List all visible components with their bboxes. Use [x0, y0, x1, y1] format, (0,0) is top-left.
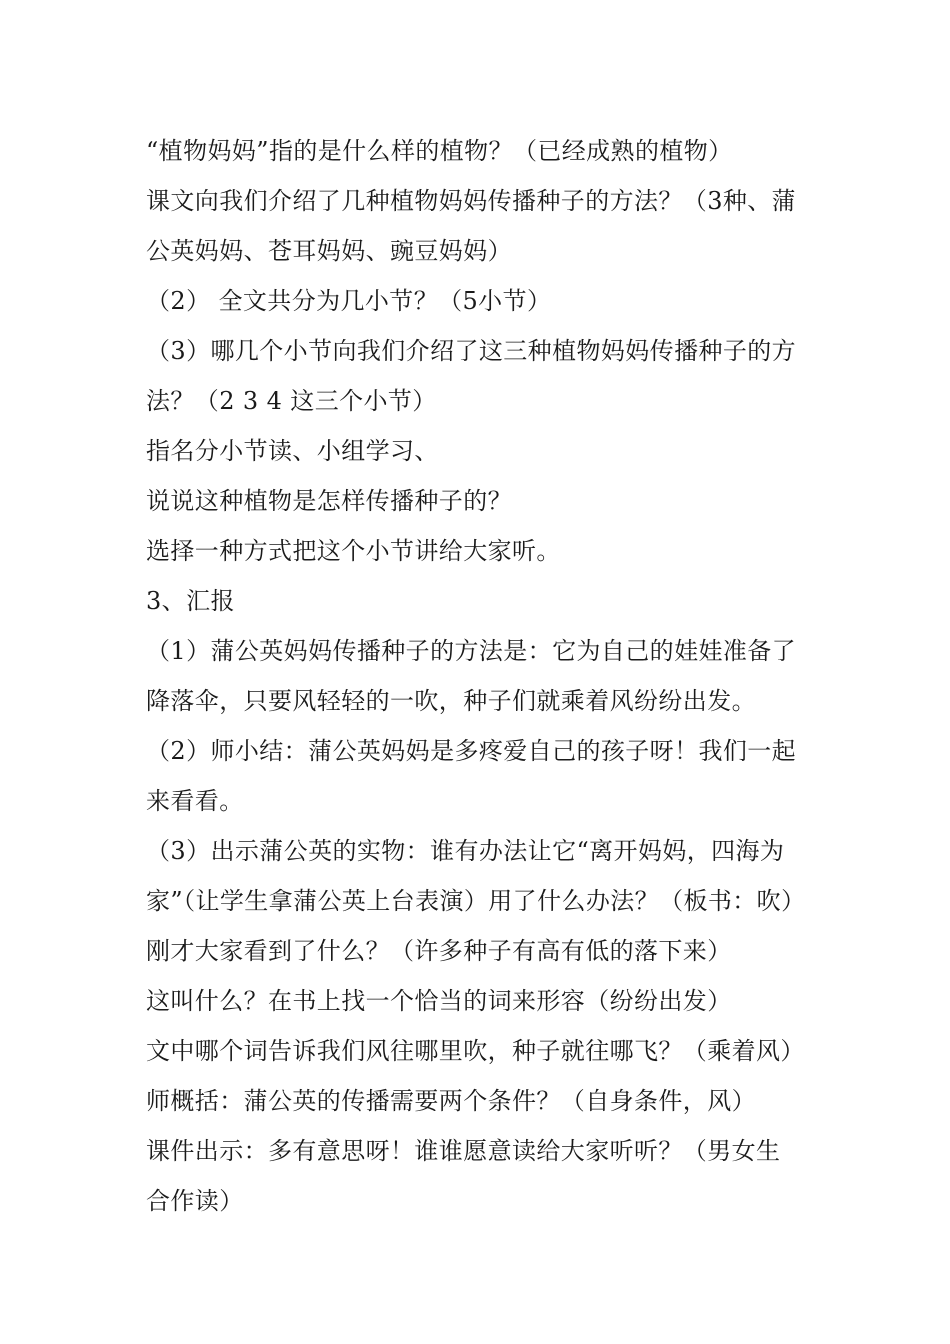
text-line: 法？（2 3 4 这三个小节）	[146, 387, 437, 415]
text-line: “植物妈妈”指的是什么样的植物？（已经成熟的植物）	[146, 137, 733, 165]
section-heading: 3、汇报	[146, 587, 235, 615]
text-line: 公英妈妈、苍耳妈妈、豌豆妈妈）	[146, 237, 512, 265]
text-line: （2）师小结：蒲公英妈妈是多疼爱自己的孩子呀！我们一起	[146, 737, 797, 765]
text-line: 这叫什么？在书上找一个恰当的词来形容（纷纷出发）	[146, 987, 732, 1015]
text-line: 降落伞，只要风轻轻的一吹，种子们就乘着风纷纷出发。	[146, 687, 756, 715]
text-line: 课文向我们介绍了几种植物妈妈传播种子的方法？（3种、蒲	[146, 187, 797, 215]
text-line: 家”（让学生拿蒲公英上台表演）用了什么办法？（板书：吹）	[146, 887, 806, 915]
text-line: 师概括：蒲公英的传播需要两个条件？（自身条件，风）	[146, 1087, 756, 1115]
text-line: （2） 全文共分为几小节？（5小节）	[146, 287, 552, 315]
text-line: 课件出示：多有意思呀！谁谁愿意读给大家听听？（男女生	[146, 1137, 781, 1165]
text-line: 选择一种方式把这个小节讲给大家听。	[146, 537, 561, 565]
text-line: 来看看。	[146, 787, 244, 815]
text-line: 合作读）	[146, 1187, 244, 1215]
text-line: 指名分小节读、小组学习、	[146, 437, 439, 465]
text-line: （3）哪几个小节向我们介绍了这三种植物妈妈传播种子的方	[146, 337, 797, 365]
text-line: （1）蒲公英妈妈传播种子的方法是：它为自己的娃娃准备了	[146, 637, 797, 665]
text-line: （3）出示蒲公英的实物：谁有办法让它“离开妈妈，四海为	[146, 837, 785, 865]
text-line: 刚才大家看到了什么？（许多种子有高有低的落下来）	[146, 937, 732, 965]
document-body	[146, 126, 810, 1226]
text-line: 说说这种植物是怎样传播种子的？	[146, 487, 512, 515]
text-line: 文中哪个词告诉我们风往哪里吹，种子就往哪飞？（乘着风）	[146, 1037, 805, 1065]
